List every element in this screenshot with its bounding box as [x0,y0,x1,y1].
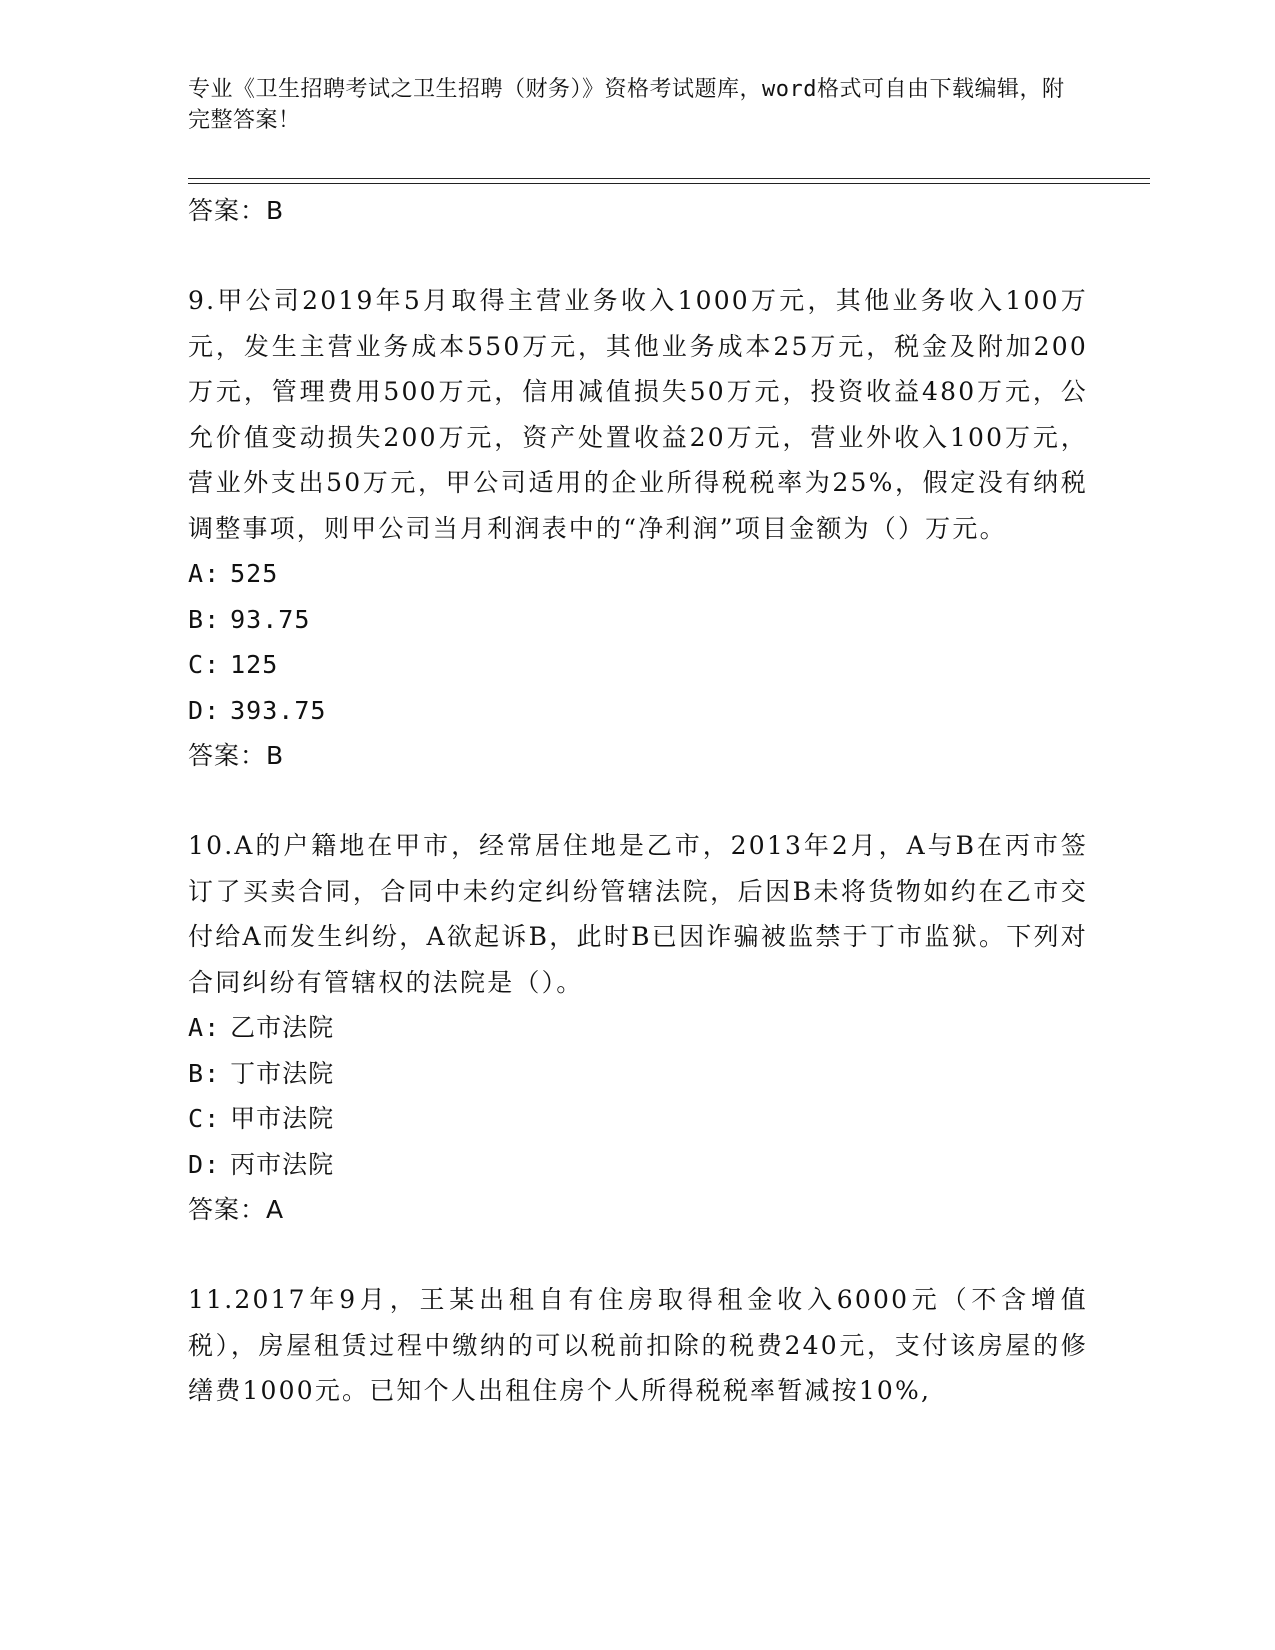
spacer [188,234,1088,278]
option-key: A [188,559,205,588]
answer-label: 答案：B [188,196,285,225]
option-key: B [188,604,205,634]
answer-label: 答案：B [188,741,285,770]
option-text: 125 [230,650,279,679]
option-key: B [188,1058,205,1088]
option-separator: : [204,559,221,588]
option-separator: : [204,1149,221,1179]
question-block [188,278,1088,779]
option-separator: : [204,695,221,725]
option-c [188,1096,1088,1142]
option-text: 乙市法院 [230,1013,335,1042]
option-a [188,551,1088,597]
document-body [188,188,1088,1414]
option-b [188,597,1088,643]
option-d [188,1142,1088,1188]
option-text: 525 [230,559,279,588]
option-text: 93.75 [230,604,311,634]
option-text: 丁市法院 [230,1058,335,1088]
option-d [188,688,1088,734]
option-separator: : [204,650,221,679]
page-header: 专业《卫生招聘考试之卫生招聘（财务）》资格考试题库，word格式可自由下载编辑，附完整答案！ [188,77,1065,133]
question-text: 10.A的户籍地在甲市，经常居住地是乙市，2013年2月，A与B在丙市签订了买卖合同，合同中未约定纠纷管辖法院，后因B未将货物如约在乙市交付给A而发生纠纷，A欲起诉B，此时B已因诈骗被监禁于丁市监狱。下列对合同纠纷有管辖权的法院是（）。 [188,831,1088,997]
option-text: 丙市法院 [230,1149,335,1179]
option-separator: : [204,1058,221,1088]
option-separator: : [204,1104,221,1133]
option-text: 甲市法院 [230,1104,335,1133]
answer-label: 答案：A [188,1195,285,1224]
option-separator: : [204,1013,221,1042]
question-text: 11.2017年9月，王某出租自有住房取得租金收入6000元（不含增值税），房屋租赁过程中缴纳的可以税前扣除的税费240元，支付该房屋的修缮费1000元。已知个人出租住房个人所得税税率暂减按10%, [188,1285,1088,1405]
option-c [188,642,1088,688]
spacer [188,1233,1088,1277]
option-separator: : [204,604,221,634]
option-key: D [188,695,205,725]
question-block [188,823,1088,1233]
option-a [188,1005,1088,1051]
option-key: D [188,1149,205,1179]
question-block [188,1277,1088,1414]
option-b [188,1051,1088,1097]
option-text: 393.75 [230,695,327,725]
option-key: A [188,1013,205,1042]
option-key: C [188,1104,205,1133]
option-key: C [188,650,205,679]
question-text: 9.甲公司2019年5月取得主营业务收入1000万元，其他业务收入100万元，发生主营业务成本550万元，其他业务成本25万元，税金及附加200万元，管理费用500万元，信用减值损失50万元，投资收益480万元，公允价值变动损失200万元，资产处置收益20万元，营业外收入100万元，营业外支出50万元，甲公司适用的企业所得税税率为25%，假定没有纳税调整事项，则甲公司当月利润表中的“净利润”项目金额为（）万元。 [188,286,1088,543]
spacer [188,779,1088,823]
header-divider [188,178,1150,184]
